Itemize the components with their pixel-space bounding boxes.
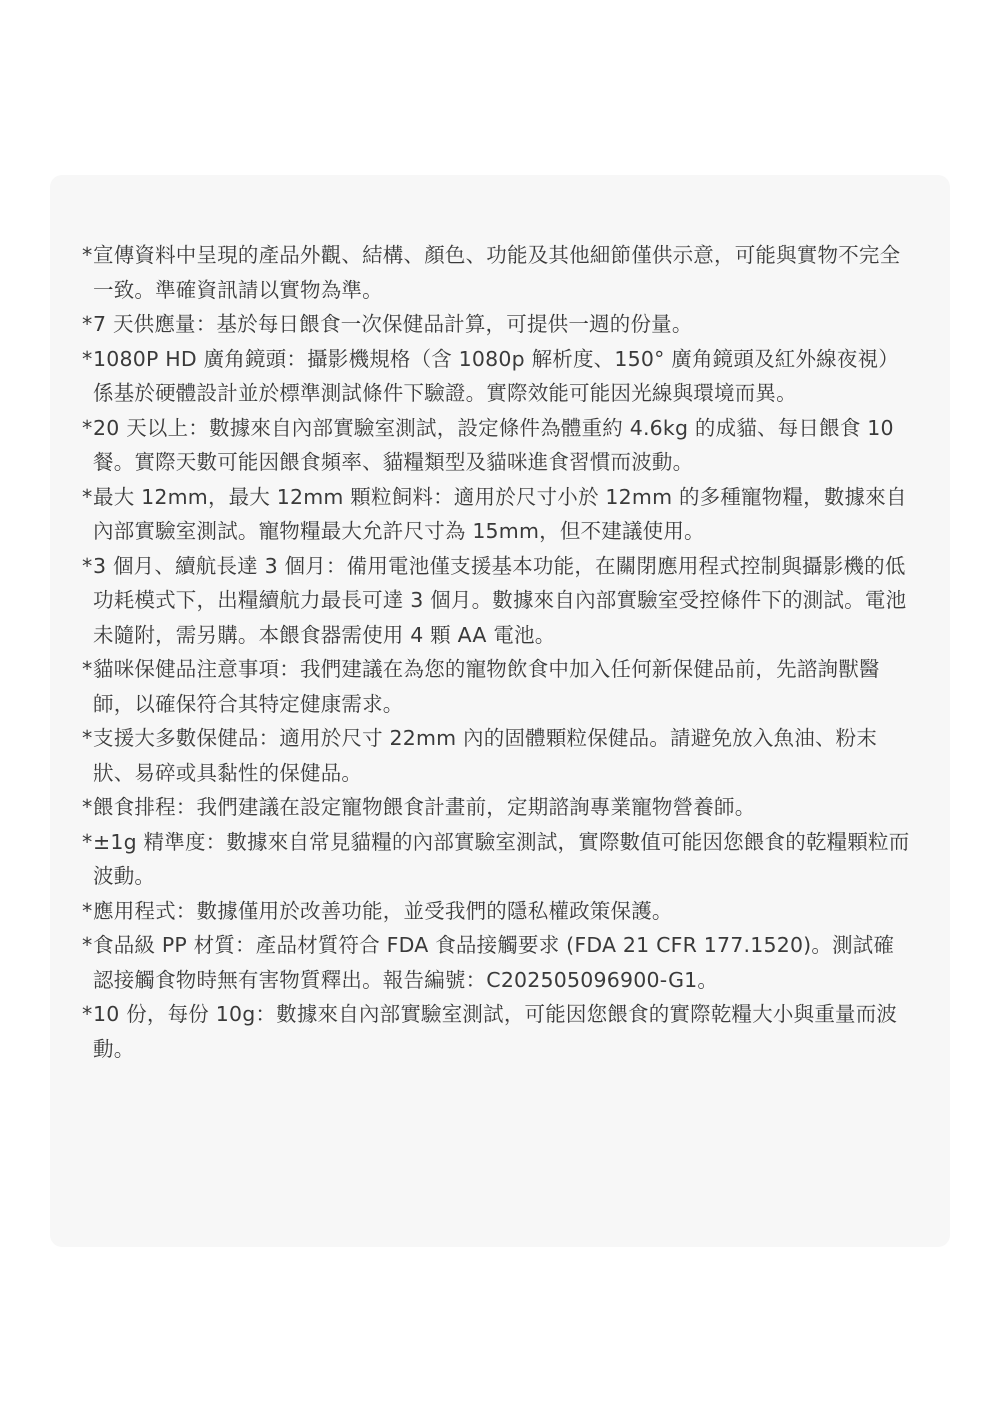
note-text: 10 份，每份 10g：數據來自內部實驗室測試，可能因您餵食的實際乾糧大小與重量而波動。 (93, 1002, 898, 1061)
note-text: 貓咪保健品注意事項：我們建議在為您的寵物飲食中加入任何新保健品前，先諮詢獸醫師，以確保符合其特定健康需求。 (93, 657, 880, 716)
note-marker: * (82, 657, 93, 681)
note-item (82, 997, 910, 1066)
note-item (82, 342, 910, 411)
note-marker: * (82, 933, 93, 957)
note-text: 食品級 PP 材質：產品材質符合 FDA 食品接觸要求 (FDA 21 CFR 177.1520)。測試確認接觸食物時無有害物質釋出。報告編號：C202505096900-G1。 (93, 933, 895, 992)
note-item (82, 825, 910, 894)
note-text: 宣傳資料中呈現的產品外觀、結構、顏色、功能及其他細節僅供示意，可能與實物不完全一致。準確資訊請以實物為準。 (93, 243, 901, 302)
note-item (82, 411, 910, 480)
disclaimer-notes-card (50, 175, 950, 1247)
note-text: ±1g 精準度：數據來自常見貓糧的內部實驗室測試，實際數值可能因您餵食的乾糧顆粒而波動。 (93, 829, 910, 888)
note-marker: * (82, 243, 93, 267)
note-marker: * (82, 415, 93, 440)
note-text: 1080P HD 廣角鏡頭：攝影機規格（含 1080p 解析度、150° 廣角鏡頭及紅外線夜視）係基於硬體設計並於標準測試條件下驗證。實際效能可能因光線與環境而異。 (93, 346, 899, 405)
note-marker: * (82, 898, 93, 923)
note-item (82, 480, 910, 549)
note-marker: * (82, 484, 93, 509)
disclaimer-notes-list (82, 238, 910, 1066)
note-item (82, 894, 910, 929)
note-text: 3 個月、續航長達 3 個月：備用電池僅支援基本功能，在關閉應用程式控制與攝影機的低功耗模式下，出糧續航力最長可達 3 個月。數據來自內部實驗室受控條件下的測試。電池未隨附，需另購。本餵食器需使用 4 顆 AA 電池。 (93, 553, 907, 647)
note-text: 支援大多數保健品：適用於尺寸 22mm 內的固體顆粒保健品。請避免放入魚油、粉末狀、易碎或具黏性的保健品。 (93, 726, 878, 785)
note-marker: * (82, 795, 93, 819)
note-item (82, 928, 910, 997)
note-marker: * (82, 726, 93, 750)
note-item (82, 721, 910, 790)
note-item (82, 307, 910, 342)
note-marker: * (82, 312, 93, 336)
note-text: 7 天供應量：基於每日餵食一次保健品計算，可提供一週的份量。 (93, 312, 693, 336)
note-text: 應用程式：數據僅用於改善功能，並受我們的隱私權政策保護。 (93, 898, 673, 923)
note-item (82, 790, 910, 825)
note-item (82, 238, 910, 307)
note-item (82, 549, 910, 653)
note-text: 餵食排程：我們建議在設定寵物餵食計畫前，定期諮詢專業寵物營養師。 (93, 795, 756, 819)
note-item (82, 652, 910, 721)
note-text: 20 天以上：數據來自內部實驗室測試，設定條件為體重約 4.6kg 的成貓、每日餵食 10 餐。實際天數可能因餵食頻率、貓糧類型及貓咪進食習慣而波動。 (93, 415, 894, 474)
note-marker: * (82, 829, 93, 854)
note-marker: * (82, 1002, 93, 1026)
note-marker: * (82, 553, 93, 578)
note-text: 最大 12mm，最大 12mm 顆粒飼料：適用於尺寸小於 12mm 的多種寵物糧，數據來自內部實驗室測試。寵物糧最大允許尺寸為 15mm，但不建議使用。 (93, 484, 907, 543)
note-marker: * (82, 346, 93, 371)
